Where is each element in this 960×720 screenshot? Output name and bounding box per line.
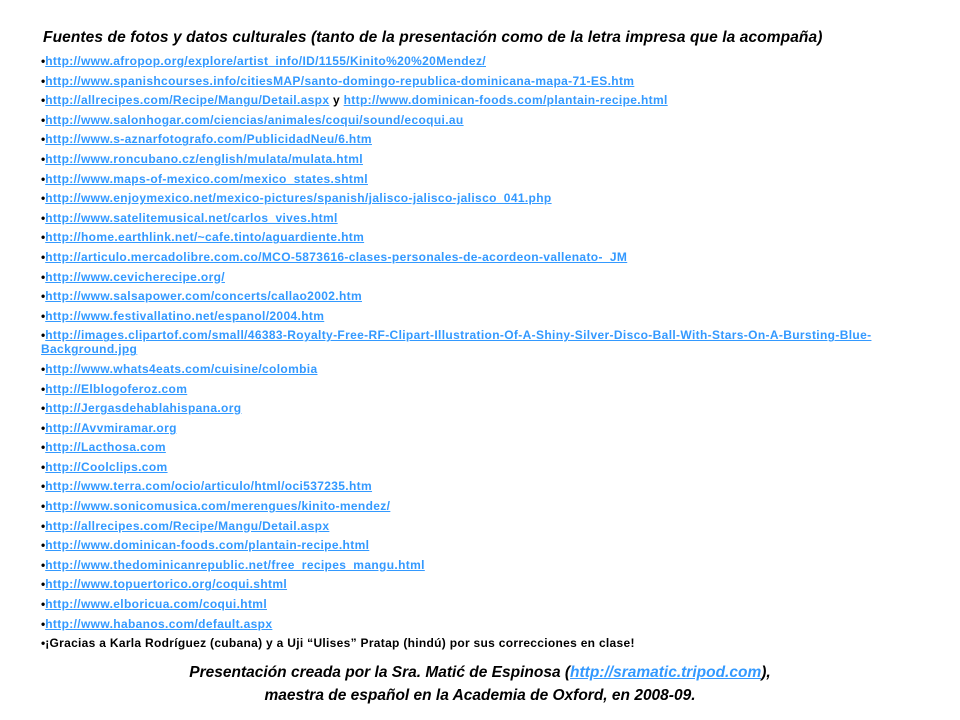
bullet: • (41, 151, 46, 166)
source-link[interactable]: http://www.enjoymexico.net/mexico-pictures/spanish/jalisco-jalisco-jalisco_041.php (45, 191, 552, 206)
bullet: • (41, 112, 46, 127)
source-link[interactable]: http://www.thedominicanrepublic.net/free_recipes_mangu.html (45, 557, 425, 572)
sources-heading: Fuentes de fotos y datos culturales (tanto de la presentación como de la letra impresa que la acompaña) (43, 29, 823, 46)
source-item (41, 440, 921, 454)
bullet: • (41, 230, 46, 245)
source-item (41, 270, 921, 284)
source-item (41, 250, 921, 264)
bullet: • (41, 249, 46, 264)
source-link[interactable]: http://www.dominican-foods.com/plantain-recipe.html (45, 538, 370, 553)
source-item (41, 289, 921, 303)
bullet: • (41, 54, 46, 68)
source-item (41, 54, 921, 68)
bullet: • (41, 210, 46, 225)
source-item (41, 558, 921, 572)
source-link[interactable]: http://www.roncubano.cz/english/mulata/mulata.html (45, 151, 363, 166)
source-item (41, 328, 921, 356)
source-link[interactable]: http://www.elboricua.com/coqui.html (45, 597, 268, 612)
bullet: • (41, 171, 46, 186)
bullet: • (41, 401, 46, 416)
source-link[interactable]: http://Avvmiramar.org (45, 420, 177, 435)
source-link[interactable]: http://allrecipes.com/Recipe/Mangu/Detail.aspx (45, 518, 330, 533)
link-joiner: y (329, 93, 344, 108)
source-item (41, 74, 921, 88)
bullet: • (41, 557, 46, 572)
source-item (41, 401, 921, 415)
credit-line-2: maestra de español en la Academia de Oxford, en 2008-09. (264, 687, 696, 704)
source-link[interactable]: http://www.satelitemusical.net/carlos_vives.html (45, 210, 338, 225)
source-link[interactable]: http://allrecipes.com/Recipe/Mangu/Detail.aspx (45, 93, 330, 108)
source-item (41, 382, 921, 396)
source-link[interactable]: http://Jergasdehablahispana.org (45, 401, 242, 416)
source-link[interactable]: http://www.s-aznarfotografo.com/PublicidadNeu/6.htm (45, 132, 372, 147)
source-item (41, 362, 921, 376)
source-link[interactable]: http://www.salsapower.com/concerts/callao2002.htm (45, 289, 363, 304)
source-item (41, 617, 921, 631)
bullet: • (41, 616, 46, 631)
source-link[interactable]: http://www.festivallatino.net/espanol/2004.htm (45, 308, 325, 323)
bullet: • (41, 381, 46, 396)
bullet: • (41, 577, 46, 592)
bullet: • (41, 538, 46, 553)
source-link[interactable]: http://Elblogoferoz.com (45, 381, 188, 396)
source-link[interactable]: http://images.clipartof.com/small/46383-Royalty-Free-RF-Clipart-Illustration-Of-A-Shiny-Silver-Disco-Ball-With-Stars-On-A-Bursting-Blue-Background.jpg (41, 328, 872, 357)
source-item (41, 479, 921, 493)
source-link[interactable]: http://www.sonicomusica.com/merengues/kinito-mendez/ (45, 499, 391, 514)
source-item (41, 421, 921, 435)
source-link[interactable]: http://www.spanishcourses.info/citiesMAP/santo-domingo-republica-dominicana-mapa-71-ES.htm (45, 73, 635, 88)
bullet: • (41, 289, 46, 304)
bullet: • (41, 93, 46, 108)
bullet: • (41, 597, 46, 612)
source-link[interactable]: http://www.habanos.com/default.aspx (45, 616, 273, 631)
source-link[interactable]: http://articulo.mercadolibre.com.co/MCO-5873616-clases-personales-de-acordeon-vallenato-_JM (45, 249, 628, 264)
source-item (41, 93, 921, 107)
source-item (41, 172, 921, 186)
sources-list (41, 54, 921, 656)
bullet: • (41, 328, 46, 343)
source-link[interactable]: http://www.whats4eats.com/cuisine/colombia (45, 361, 318, 376)
source-item (41, 191, 921, 205)
credit-line-1 (0, 664, 960, 682)
bullet: • (41, 191, 46, 206)
thanks-note (41, 636, 921, 650)
author-site-link[interactable]: http://sramatic.tripod.com (570, 664, 762, 681)
source-link[interactable]: http://www.topuertorico.org/coqui.shtml (45, 577, 288, 592)
source-item (41, 499, 921, 513)
bullet: • (41, 132, 46, 147)
source-item (41, 113, 921, 127)
source-link[interactable]: http://Coolclips.com (45, 459, 168, 474)
source-item (41, 152, 921, 166)
source-item (41, 597, 921, 611)
source-item (41, 309, 921, 323)
thanks-text: ¡Gracias a Karla Rodríguez (cubana) y a Uji “Ulises” Pratap (hindú) por sus correcciones en clase! (45, 636, 635, 651)
bullet: • (41, 459, 46, 474)
source-link[interactable]: http://www.terra.com/ocio/articulo/html/oci537235.htm (45, 479, 373, 494)
bullet: • (41, 440, 46, 455)
bullet: • (41, 73, 46, 88)
source-item (41, 211, 921, 225)
source-item (41, 538, 921, 552)
source-item (41, 577, 921, 591)
bullet: • (41, 499, 46, 514)
bullet: • (41, 420, 46, 435)
bullet: • (41, 636, 46, 651)
source-link[interactable]: http://www.salonhogar.com/ciencias/animales/coqui/sound/ecoqui.au (45, 112, 464, 127)
source-link[interactable]: http://www.maps-of-mexico.com/mexico_states.shtml (45, 171, 368, 186)
source-item (41, 132, 921, 146)
bullet: • (41, 269, 46, 284)
source-link[interactable]: http://Lacthosa.com (45, 440, 166, 455)
source-link[interactable]: http://www.dominican-foods.com/plantain-recipe.html (343, 93, 668, 108)
bullet: • (41, 308, 46, 323)
credit-text: Presentación creada por la Sra. Matić de Espinosa ( (189, 664, 571, 681)
source-link[interactable]: http://home.earthlink.net/~cafe.tinto/aguardiente.htm (45, 230, 365, 245)
source-link[interactable]: http://www.cevicherecipe.org/ (45, 269, 225, 284)
credit-close: ), (761, 664, 771, 681)
source-item (41, 519, 921, 533)
source-item (41, 460, 921, 474)
bullet: • (41, 518, 46, 533)
source-item (41, 230, 921, 244)
bullet: • (41, 479, 46, 494)
bullet: • (41, 361, 46, 376)
source-link[interactable]: http://www.afropop.org/explore/artist_info/ID/1155/Kinito%20%20Mendez/ (45, 54, 486, 68)
